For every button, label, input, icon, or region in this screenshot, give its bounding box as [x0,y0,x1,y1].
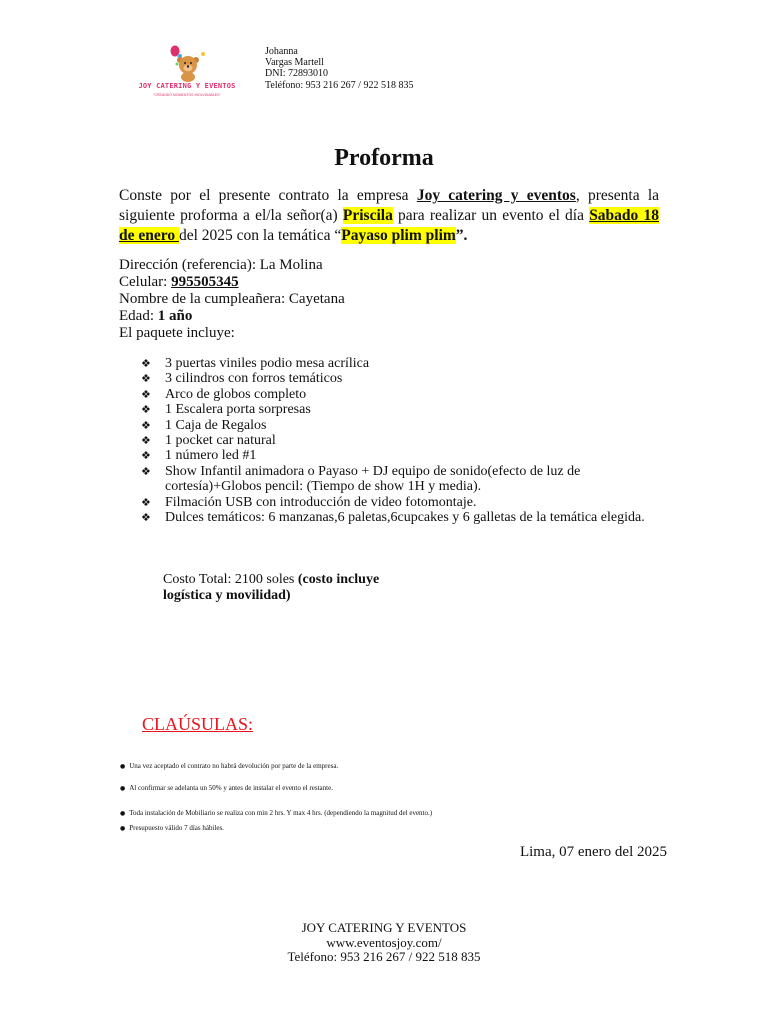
document-title: Proforma [334,145,434,171]
package-item-text: 3 puertas viniles podio mesa acrílica [165,356,370,371]
event-details [119,257,345,342]
bullet-dot-icon: ● [120,810,126,817]
intro-paragraph [119,186,659,246]
package-item-text: Arco de globos completo [165,386,307,402]
package-item-text: 1 pocket car natural [165,433,276,449]
bullet-dot-icon: ● [120,763,126,770]
place-date: Lima, 07 enero del 2025 [519,844,667,860]
package-item [141,418,671,433]
package-item-text: 1 Escalera porta sorpresas [165,402,311,418]
intro-text-3: para realizar un evento el día [392,207,590,224]
bullet-dot-icon: ● [120,785,126,792]
logo-text: JOY CATERING Y EVENTOS [138,82,236,90]
package-list [141,356,671,525]
diamond-bullet-icon: ❖ [141,464,151,478]
diamond-bullet-icon: ❖ [141,403,151,417]
age-line [119,308,345,325]
address-line: Dirección (referencia): La Molina [119,257,323,273]
package-item [141,433,671,448]
footer [0,921,768,965]
total-cost [163,572,383,604]
package-item-text: 1 Caja de Regalos [165,417,267,433]
package-item [141,510,671,525]
clause-text: Al confirmar se adelanta un 50% y antes de instalar el evento el restante. [129,784,333,792]
package-item [141,495,671,510]
diamond-bullet-icon: ❖ [141,434,151,448]
event-date: Sabado 18 de enero [119,207,659,244]
header-dni: DNI: 72893010 [265,68,329,80]
clause-item [120,762,338,770]
client-name: Priscila [342,207,393,224]
footer-website[interactable]: www.eventosjoy.com/ [326,934,442,950]
age-value: 1 año [157,308,193,324]
cell-label: Celular: [119,274,172,290]
diamond-bullet-icon: ❖ [141,511,151,525]
header-name-line2: Vargas Martell [265,57,324,69]
diamond-bullet-icon: ❖ [141,387,151,401]
header-contact-info [265,46,413,91]
bear-balloon-icon [128,44,246,82]
logo-tagline: "CREANDO MOMENTOS INOLVIDABLES" [153,93,221,97]
clauses-title: CLAÚSULAS: [142,714,254,734]
package-item [141,448,671,463]
diamond-bullet-icon: ❖ [141,357,151,370]
diamond-bullet-icon: ❖ [141,418,151,432]
intro-text-4: del 2025 con la temática “ [178,227,342,244]
package-intro: El paquete incluye: [119,325,235,341]
package-item [141,371,671,386]
package-item [141,387,671,402]
header-phone: Teléfono: 953 216 267 / 922 518 835 [265,79,414,91]
age-label: Edad: [119,308,158,324]
clause-text: Una vez aceptado el contrato no habrá devolución por parte de la empresa. [129,762,339,770]
package-item-text: 1 número led #1 [165,448,257,464]
package-item-text: Dulces temáticos: 6 manzanas,6 paletas,6cupcakes y 6 galletas de la temática elegida. [165,510,645,526]
clause-item [120,784,333,792]
package-item [141,464,671,495]
total-label: Costo Total: 2100 soles [163,572,298,587]
cell-number: 995505345 [171,274,239,290]
footer-phone: Teléfono: 953 216 267 / 922 518 835 [287,949,481,964]
clause-item [120,809,432,817]
intro-text-2: , presenta la siguiente proforma a el/la señor(a) [119,187,659,224]
total-note: (costo incluye logística y movilidad) [163,572,380,603]
clause-text: Presupuesto válido 7 días hábiles. [129,824,224,832]
bullet-dot-icon: ● [120,825,126,832]
cell-line [119,274,345,291]
package-item [141,402,671,417]
company-name: Joy catering y eventos [416,187,576,204]
header-name-line1: Johanna [265,46,298,57]
intro-text-1: Conste por el presente contrato la empresa [119,187,417,204]
package-item-text: Show Infantil animadora o Payaso + DJ equipo de sonido(efecto de luz de cortesía)+Globos pencil: (Tiempo de show 1H y media). [165,463,581,495]
diamond-bullet-icon: ❖ [141,372,151,386]
package-item-text: 3 cilindros con forros temáticos [165,371,343,387]
clause-item [120,824,224,832]
event-theme: Payaso plim plim [341,227,456,244]
company-logo [128,44,246,104]
footer-company: JOY CATERING Y EVENTOS [301,920,467,935]
package-item-text: Filmación USB con introducción de video fotomontaje. [165,494,477,510]
diamond-bullet-icon: ❖ [141,449,151,463]
birthday-name-line: Nombre de la cumpleañera: Cayetana [119,291,345,307]
package-item [141,356,671,371]
intro-text-5: ”. [455,227,468,244]
diamond-bullet-icon: ❖ [141,495,151,509]
clause-text: Toda instalación de Mobiliario se realiza con min 2 hrs. Y max 4 hrs. (dependiendo la magnitud del evento.) [129,809,433,817]
